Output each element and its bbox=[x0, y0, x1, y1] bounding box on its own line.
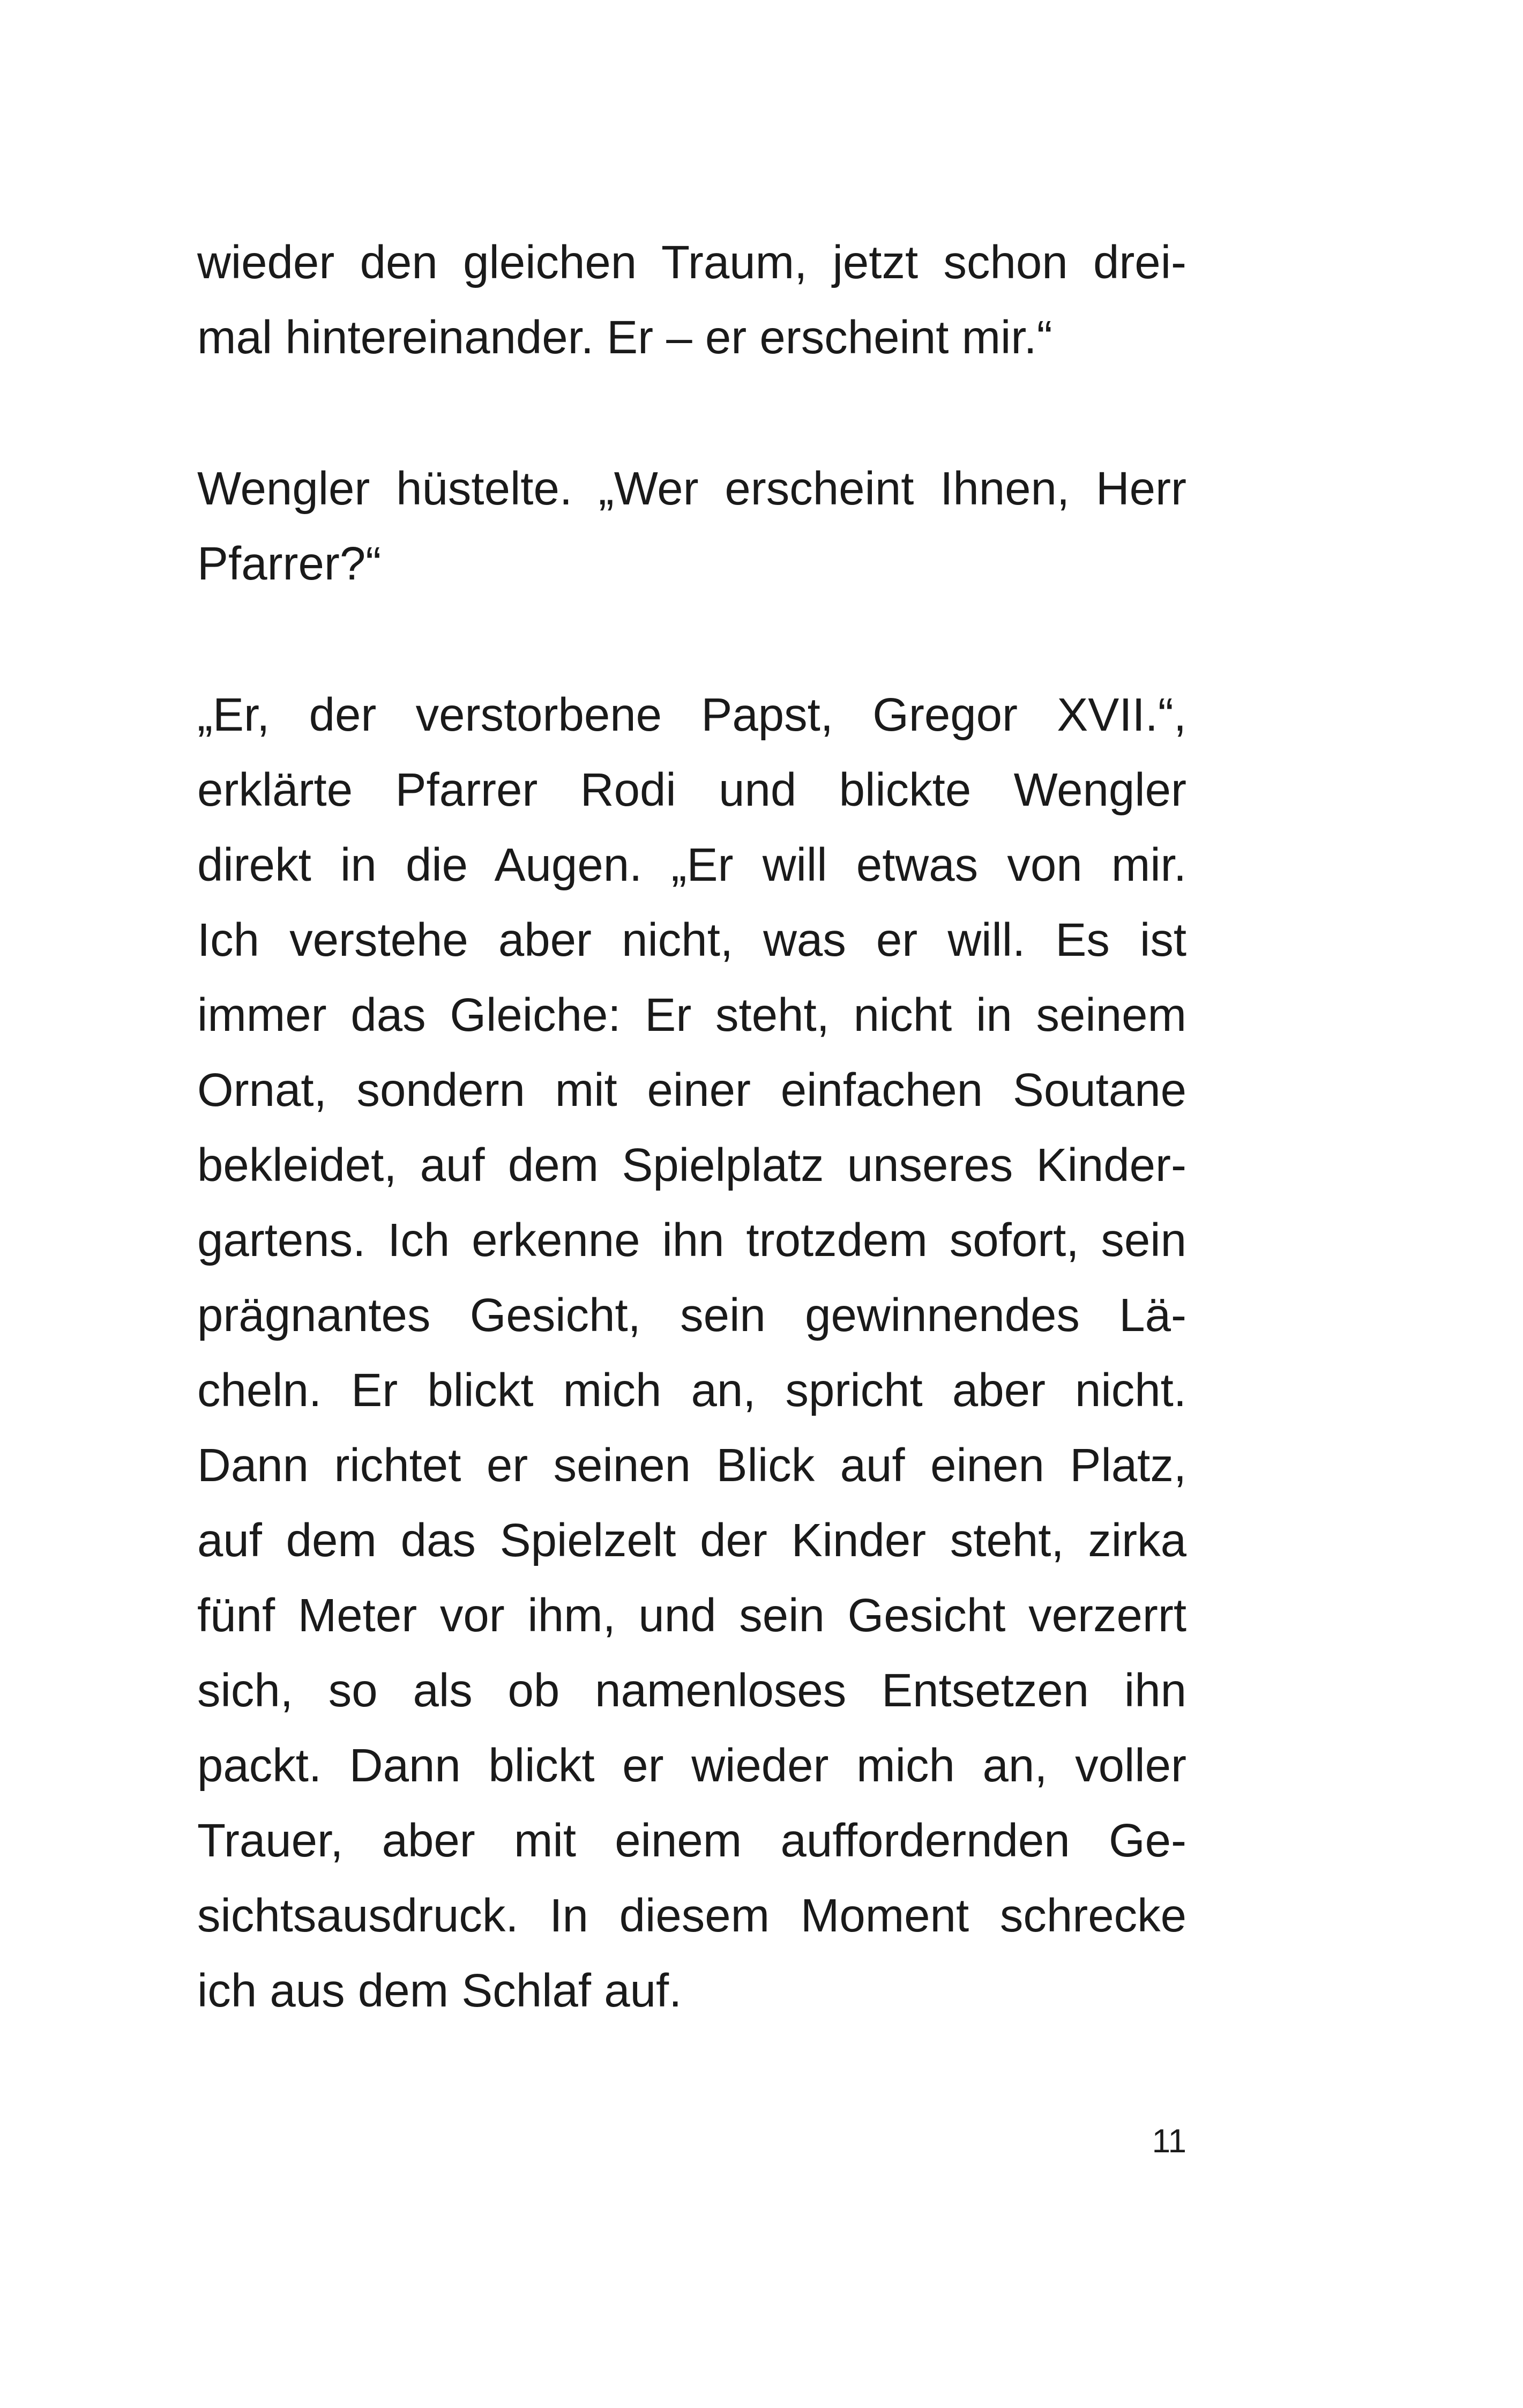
text-line: Trauer, aber mit einem auffordernden Ge- bbox=[197, 1815, 1186, 1867]
text-line: ich aus dem Schlaf auf. bbox=[197, 1965, 682, 2017]
text-line: Dann richtet er seinen Blick auf einen Platz, bbox=[197, 1439, 1186, 1491]
text-line: erklärte Pfarrer Rodi und blickte Wengler bbox=[197, 764, 1186, 816]
page-number: 11 bbox=[1152, 2123, 1186, 2160]
paragraph-2 bbox=[197, 451, 1186, 601]
text-line: Ich verstehe aber nicht, was er will. Es ist bbox=[197, 914, 1186, 966]
text-line: wieder den gleichen Traum, jetzt schon drei- bbox=[197, 236, 1186, 288]
paragraph-1 bbox=[197, 225, 1186, 375]
text-line: Pfarrer?“ bbox=[197, 538, 382, 590]
text-line: mal hintereinander. Er – er erscheint mir.“ bbox=[197, 311, 1052, 363]
text-line: immer das Gleiche: Er steht, nicht in seinem bbox=[197, 989, 1186, 1041]
text-line: bekleidet, auf dem Spielplatz unseres Kinder- bbox=[197, 1139, 1186, 1191]
text-line: sichtsausdruck. In diesem Moment schrecke bbox=[197, 1890, 1186, 1942]
text-line: sich, so als ob namenloses Entsetzen ihn bbox=[197, 1664, 1186, 1716]
text-line: direkt in die Augen. „Er will etwas von mir. bbox=[197, 839, 1186, 891]
text-line: Wengler hüstelte. „Wer erscheint Ihnen, Herr bbox=[197, 463, 1186, 515]
text-line: auf dem das Spielzelt der Kinder steht, zirka bbox=[197, 1514, 1186, 1566]
text-line: gartens. Ich erkenne ihn trotzdem sofort, sein bbox=[197, 1214, 1186, 1266]
text-line: prägnantes Gesicht, sein gewinnendes Lä- bbox=[197, 1289, 1186, 1341]
text-line: „Er, der verstorbene Papst, Gregor XVII.“, bbox=[197, 689, 1186, 741]
text-line: packt. Dann blickt er wieder mich an, voller bbox=[197, 1740, 1186, 1792]
text-line: cheln. Er blickt mich an, spricht aber nicht. bbox=[197, 1364, 1186, 1416]
text-line: Ornat, sondern mit einer einfachen Soutane bbox=[197, 1064, 1186, 1116]
text-line: fünf Meter vor ihm, und sein Gesicht verzerrt bbox=[197, 1589, 1186, 1641]
paragraph-3 bbox=[197, 678, 1186, 2028]
